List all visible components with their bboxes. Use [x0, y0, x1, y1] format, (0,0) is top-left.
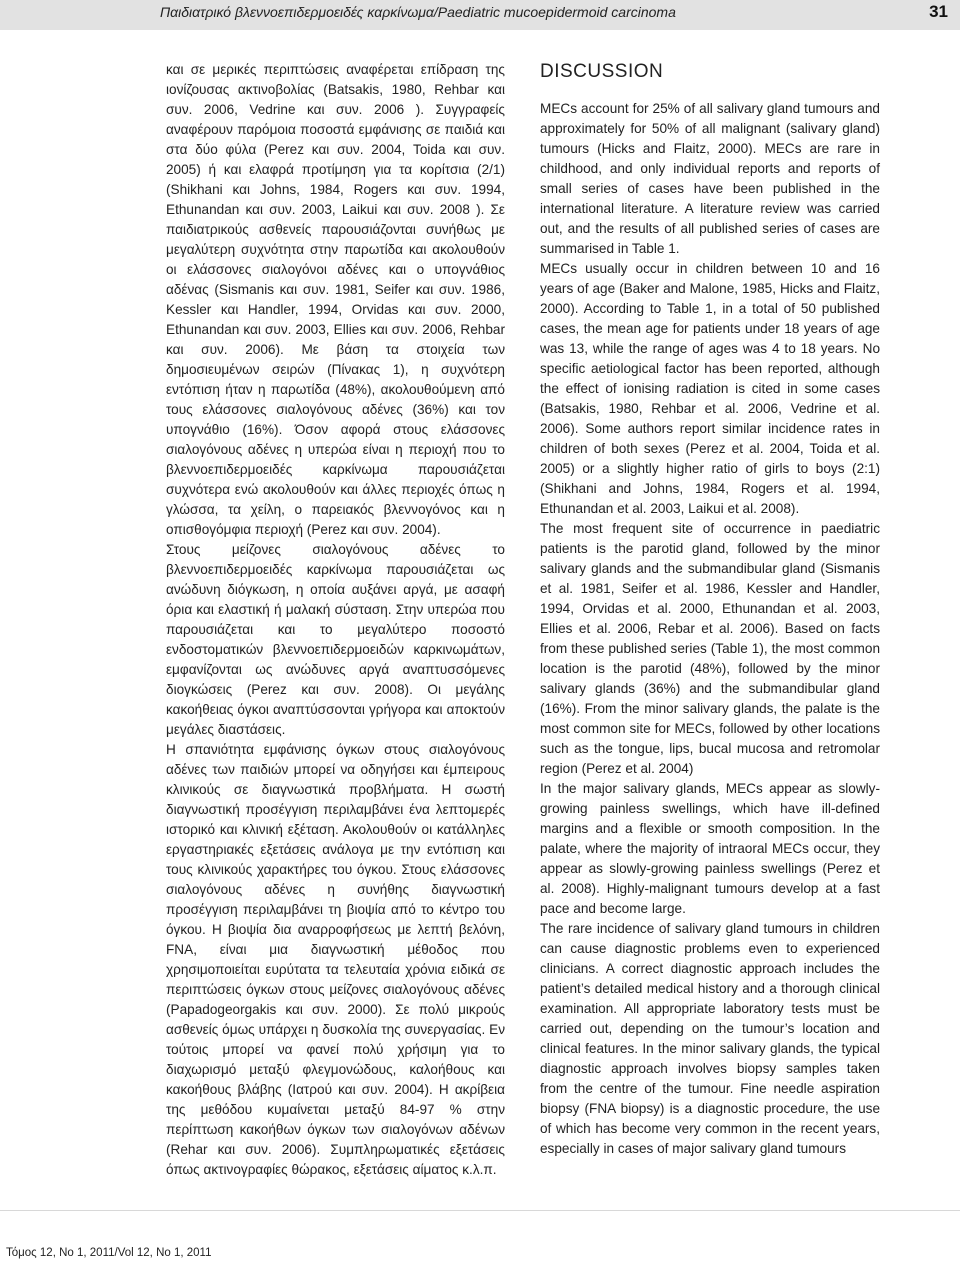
page-header — [0, 0, 960, 30]
greek-paragraph-2: Στους μείζονες σιαλογόνους αδένες το βλεννοεπιδερμοειδές καρκίνωμα παρουσιάζεται ως ανώδυνη διόγκωση, η οποία αυξάνει αργά, με ασαφή όρια και ελαστική ή μαλακή σύσταση. Στην υπερώα που παρουσιάζεται και το μεγαλύτερο ποσοστό ενδοστοματικών βλεννοεπιδερμοειδών καρκινωμάτων, εμφανίζονται ως ανώδυνες αργά αναπτυσσόμενες διογκώσεις (Perez και συν. 2008). Οι μεγάλης κακοήθειας όγκοι αναπτύσσονται γρήγορα και αποκτούν μεγάλες διαστάσεις. — [166, 542, 505, 737]
greek-column — [166, 60, 505, 1180]
greek-paragraph-3: Η σπανιότητα εμφάνισης όγκων στους σιαλογόνους αδένες των παιδιών μπορεί να οδηγήσει και έμπειρους κλινικούς σε διαγνωστικά προβλήματα. Η σωστή διαγνωστική προσέγγιση περιλαμβάνει ένα λεπτομερές ιστορικό και κλινική εξέταση. Ακολουθούν οι κατάλληλες εργαστηριακές εξετάσεις ανάλογα με την εντόπιση και τους κλινικούς χαρακτήρες του όγκου. Στους ελάσσονες σιαλογόνους αδένες η συνήθης διαγνωστική προσέγγιση περιλαμβάνει τη βιοψία από το κέντρο του όγκου. Η βιοψία δια αναρροφήσεως με λεπτή βελόνη, FNA, είναι μια διαγνωστική μέθοδος που χρησιμοποιείται ευρύτατα τα τελευταία χρόνια ειδικά σε περιπτώσεις όγκων στους μείζονες σιαλογόνους αδένες (Papadogeorgakis και συν. 2000). Σε πολύ μικρούς ασθενείς όμως υπάρχει η δυσκολία της συνεργασίας. Εν τούτοις μπορεί να φανεί πολύ χρήσιμη για το διαχωρισμό μεταξύ φλεγμονώδους, καλοήθους και κακοήθους βλάβης (Ιατρού και συν. 2004). Η ακρίβεια της μεθόδου κυμαίνεται μεταξύ 84-97 % στην περίπτωση κακοήθων όγκων των σιαλογόνων αδένων (Rehar και συν. 2006). Συμπληρωματικές εξετάσεις όπως ακτινογραφίες θώρακος, εξετάσεις αίματος κ.λ.π. — [166, 742, 505, 1177]
discussion-heading: DISCUSSION — [540, 61, 664, 82]
footer-divider — [0, 1210, 960, 1211]
english-column — [540, 60, 880, 1159]
greek-paragraph-1: και σε μερικές περιπτώσεις αναφέρεται επίδραση της ιονίζουσας ακτινοβολίας (Batsakis, 1980, Rehbar και συν. 2006, Vedrine και συν. 2006 ). Συγγραφείς αναφέρουν παρόμοια ποσοστά εμφάνισης σε παιδιά και στα δύο φύλα (Perez και συν. 2004, Toida και συν. 2005) ή και ελαφρά προτίμηση για τα κορίτσια (2/1) (Shikhani και Johns, 1984, Rogers και συν. 1994, Ethunandan και συν. 2003, Laikui και συν. 2008 ). Σε παιδιατρικούς ασθενείς παρουσιάζονται συνήθως με μεγαλύτερη συχνότητα στην παρωτίδα και ακολουθούν οι ελάσσονες σιαλογόνοι αδένες και ο υπογνάθιος αδένας (Sismanis και συν. 1981, Seifer και συν. 1986, Kessler και Handler, 1994, Orvidas και συν. 2000, Ethunandan και συν. 2003, Ellies και συν. 2006, Rehbar και συν. 2006). Με βάση τα στοιχεία των δημοσιευμένων σειρών (Πίνακας 1), η συχνότερη εντόπιση ήταν η παρωτίδα (48%), ακολουθούμενη από τους ελάσσονες σιαλογόνους αδένες (36%) και τον υπογνάθιο (16%). Όσον αφορά στους ελάσσονες σιαλογόνους αδένες η υπερώα είναι η περιοχή που το βλεννοεπιδερμοειδές καρκίνωμα παρουσιάζεται συχνότερα ενώ ακολουθούν και άλλες περιοχές όπως η γλώσσα, τα χείλη, ο παρειακός βλεννογόνος και η οπισθογόμφια περιοχή (Perez και συν. 2004). — [166, 62, 505, 537]
english-paragraph-3: The most frequent site of occurrence in paediatric patients is the parotid gland, followed by the minor salivary glands and the submandibular gland (Sismanis et al. 1981, Seifer et al. 1986, Kessler and Handler, 1994, Orvidas et al. 2000, Ethunandan et al. 2003, Ellies et al. 2006, Rebar et al. 2006). Based on facts from these published series (Table 1), the most common location is the parotid (48%), followed by the minor salivary glands (36%) and the submandibular gland (16%). From the minor salivary glands, the palate is the most common site for MECs, followed by other locations such as the tongue, lips, bucal mucosa and retromolar region (Perez et al. 2004) — [540, 521, 880, 776]
english-paragraph-4: In the major salivary glands, MECs appear as slowly-growing painless swellings, which have ill-defined margins and a flexible or smooth composition. In the palate, where the majority of intraoral MECs occur, they appear as slowly-growing painless swellings (Perez et al. 2008). Highly-malignant tumours develop at a fast pace and become large. — [540, 781, 880, 916]
running-title: Παιδιατρικό βλεννοεπιδερμοειδές καρκίνωμα/Paediatric mucoepidermoid carcinoma — [160, 4, 676, 20]
english-paragraph-5: The rare incidence of salivary gland tumours in children can cause diagnostic problems even to experienced clinicians. A correct diagnostic approach includes the patient’s detailed medical history and a thorough clinical examination. All appropriate laboratory tests must be carried out, depending on the tumour’s location and clinical features. In the minor salivary glands, the typical diagnostic approach involves biopsy samples taken from the centre of the tumour. Fine needle aspiration biopsy (FNA biopsy) is a diagnostic procedure, the use of which has become very common in the recent years, especially in cases of major salivary gland tumours — [540, 921, 880, 1156]
journal-volume-footer: Τόμος 12, No 1, 2011/Vol 12, No 1, 2011 — [6, 1247, 212, 1259]
english-paragraph-2: MECs usually occur in children between 10 and 16 years of age (Baker and Malone, 1985, Hicks and Flaitz, 2000). According to Table 1, in a total of 50 published cases, the mean age for patients under 18 years of age was 13, while the range of ages was 4 to 18 years. No specific aetiological factor has been reported, although the effect of ionising radiation is cited in some cases (Batsakis, 1980, Rehbar et al. 2006, Vedrine et al. 2006). Some authors report similar incidence rates in children of both sexes (Perez et al. 2004, Toida et al. 2005) or a slightly higher ratio of girls to boys (2:1) (Shikhani and Johns, 1984, Rogers et al. 1994, Ethunandan et al. 2003, Laikui et al. 2008). — [540, 261, 880, 516]
english-paragraph-1: MECs account for 25% of all salivary gland tumours and approximately for 50% of all malignant (salivary gland) tumours (Hicks and Flaitz, 2000). MECs are rare in childhood, and only individual reports and reports of small series of cases have been published in the international literature. A literature review was carried out, and the results of all published series of cases are summarised in Table 1. — [540, 101, 880, 256]
page-number: 31 — [929, 2, 948, 21]
